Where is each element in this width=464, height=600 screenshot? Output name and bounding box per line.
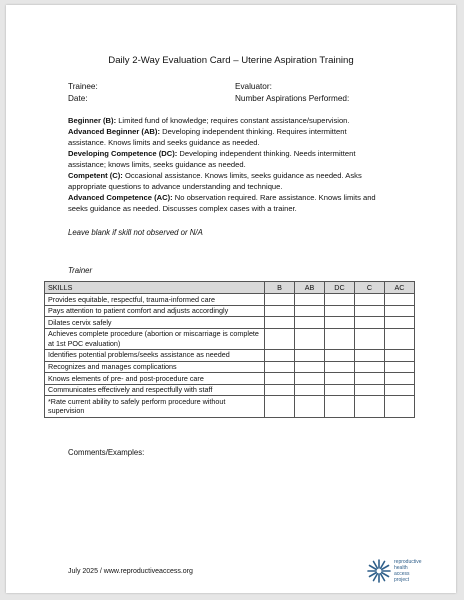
rating-cell[interactable]: [325, 317, 355, 329]
level-desc: No observation required. Rare assistance. Knows limits and seeks guidance as needed. Discusses complex cases with a trainer.: [68, 193, 376, 213]
logo-line: project: [394, 577, 410, 583]
rating-cell[interactable]: [385, 349, 415, 361]
logo-line: health: [394, 565, 408, 571]
rating-cell[interactable]: [295, 294, 325, 306]
level-item: [68, 192, 386, 214]
rating-cell[interactable]: [355, 384, 385, 396]
comments-label: Comments/Examples:: [68, 448, 145, 457]
rating-cell[interactable]: [355, 317, 385, 329]
rating-cell[interactable]: [385, 317, 415, 329]
skill-cell: Dilates cervix safely: [45, 317, 265, 329]
rating-cell[interactable]: [295, 349, 325, 361]
rating-cell[interactable]: [355, 328, 385, 349]
rating-cell[interactable]: [325, 396, 355, 417]
rating-cell[interactable]: [265, 396, 295, 417]
rating-cell[interactable]: [355, 305, 385, 317]
skill-cell: Communicates effectively and respectfully with staff: [45, 384, 265, 396]
rating-cell[interactable]: [265, 294, 295, 306]
skill-cell: Knows elements of pre- and post-procedure care: [45, 373, 265, 385]
rating-cell[interactable]: [265, 349, 295, 361]
rating-cell[interactable]: [355, 373, 385, 385]
level-desc: Developing independent thinking. Needs intermittent assistance; knows limits, seeks guidance as needed.: [68, 149, 356, 169]
rating-cell[interactable]: [385, 361, 415, 373]
rating-cell[interactable]: [325, 349, 355, 361]
level-item: [68, 170, 386, 192]
table-row: [45, 384, 415, 396]
level-desc: Occasional assistance. Knows limits, seeks guidance as needed. Asks appropriate questions to advance understanding and technique.: [68, 171, 362, 191]
rating-cell[interactable]: [265, 317, 295, 329]
level-term: Competent (C):: [68, 171, 123, 180]
rating-cell[interactable]: [295, 328, 325, 349]
header-skills: SKILLS: [45, 282, 265, 294]
level-item: [68, 148, 386, 170]
rating-cell[interactable]: [325, 373, 355, 385]
table-header-row: [45, 282, 415, 294]
rating-cell[interactable]: [385, 294, 415, 306]
trainer-heading: Trainer: [68, 266, 93, 275]
competency-levels: [68, 115, 386, 214]
table-row: [45, 361, 415, 373]
header-ab: AB: [295, 282, 325, 294]
rating-cell[interactable]: [355, 361, 385, 373]
table-row: [45, 373, 415, 385]
evaluator-label: Evaluator:: [235, 82, 272, 91]
organization-logo: [366, 558, 446, 586]
rating-cell[interactable]: [265, 305, 295, 317]
header-c: C: [355, 282, 385, 294]
rating-cell[interactable]: [295, 317, 325, 329]
level-desc: Limited fund of knowledge; requires constant assistance/supervision.: [116, 116, 350, 125]
level-term: Advanced Competence (AC):: [68, 193, 173, 202]
rating-cell[interactable]: [325, 294, 355, 306]
page-title: Daily 2-Way Evaluation Card – Uterine Aspiration Training: [108, 55, 354, 66]
rating-cell[interactable]: [265, 373, 295, 385]
rating-cell[interactable]: [295, 305, 325, 317]
rating-cell[interactable]: [385, 305, 415, 317]
level-item: [68, 126, 386, 148]
document-page: [6, 5, 456, 593]
logo-line: reproductive: [394, 559, 422, 565]
sunburst-logo-icon: [366, 558, 392, 584]
table-row: [45, 317, 415, 329]
level-desc: Developing independent thinking. Requires intermittent assistance. Knows limits and seeks guidance as needed.: [68, 127, 347, 147]
rating-cell[interactable]: [325, 361, 355, 373]
table-row: [45, 349, 415, 361]
aspirations-label: Number Aspirations Performed:: [235, 94, 350, 103]
rating-cell[interactable]: [325, 384, 355, 396]
level-term: Developing Competence (DC):: [68, 149, 178, 158]
rating-cell[interactable]: [265, 328, 295, 349]
trainee-label: Trainee:: [68, 82, 98, 91]
rating-cell[interactable]: [295, 384, 325, 396]
header-b: B: [265, 282, 295, 294]
rating-cell[interactable]: [385, 384, 415, 396]
table-row: [45, 305, 415, 317]
table-row: [45, 328, 415, 349]
skill-cell: Recognizes and manages complications: [45, 361, 265, 373]
level-item: [68, 115, 386, 126]
level-term: Advanced Beginner (AB):: [68, 127, 160, 136]
skill-cell: Achieves complete procedure (abortion or miscarriage is complete at 1st POC evaluation): [45, 328, 265, 349]
footer-text: July 2025 / www.reproductiveaccess.org: [68, 568, 193, 575]
rating-cell[interactable]: [355, 396, 385, 417]
level-term: Beginner (B):: [68, 116, 117, 125]
table-row: [45, 396, 415, 417]
skill-cell: *Rate current ability to safely perform procedure without supervision: [45, 396, 265, 417]
header-dc: DC: [325, 282, 355, 294]
rating-cell[interactable]: [295, 361, 325, 373]
date-label: Date:: [68, 94, 88, 103]
rating-cell[interactable]: [385, 396, 415, 417]
blank-note: Leave blank if skill not observed or N/A: [68, 228, 203, 237]
logo-wordmark: [394, 559, 444, 583]
rating-cell[interactable]: [295, 373, 325, 385]
table-row: [45, 294, 415, 306]
skill-cell: Provides equitable, respectful, trauma-informed care: [45, 294, 265, 306]
rating-cell[interactable]: [355, 294, 385, 306]
rating-cell[interactable]: [355, 349, 385, 361]
skill-cell: Pays attention to patient comfort and adjusts accordingly: [45, 305, 265, 317]
logo-line: access: [394, 571, 410, 577]
skills-table: [44, 281, 415, 418]
rating-cell[interactable]: [325, 328, 355, 349]
rating-cell[interactable]: [295, 396, 325, 417]
rating-cell[interactable]: [265, 384, 295, 396]
rating-cell[interactable]: [265, 361, 295, 373]
header-ac: AC: [385, 282, 415, 294]
rating-cell[interactable]: [385, 328, 415, 349]
rating-cell[interactable]: [325, 305, 355, 317]
rating-cell[interactable]: [385, 373, 415, 385]
skill-cell: Identifies potential problems/seeks assistance as needed: [45, 349, 265, 361]
